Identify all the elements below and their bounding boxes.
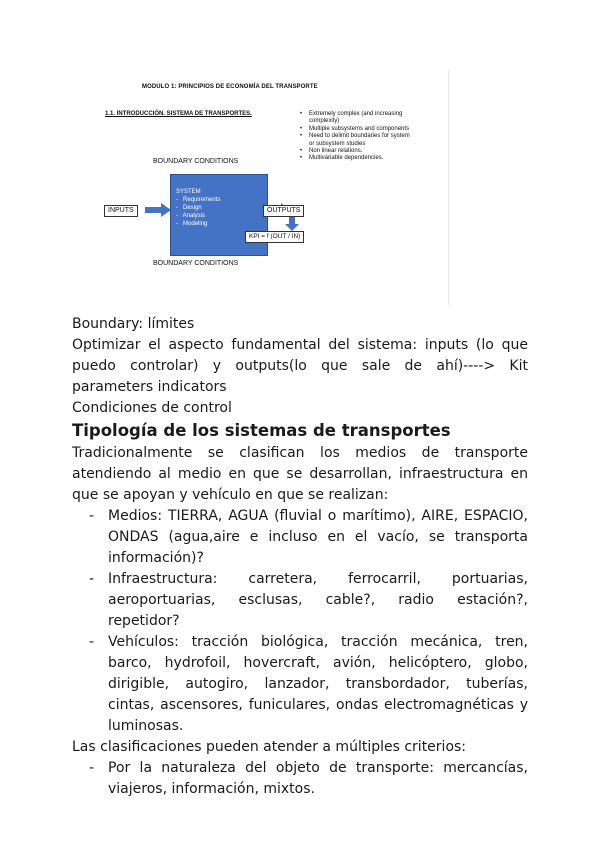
slide-figure — [95, 70, 445, 310]
body-text — [72, 314, 528, 800]
list-item: - Medios: TIERRA, AGUA (fluvial o marítimo), AIRE, ESPACIO, ONDAS (agua,aire e incluso en el vacío, se transporta información)? — [72, 506, 528, 569]
slide-note: • Need to delimit boundaries for system or subsystem studies — [300, 133, 415, 148]
arrow-right-icon — [145, 203, 171, 217]
slide-subtitle: 1.1. INTRODUCCIÓN. SISTEMA DE TRANSPORTES. — [105, 111, 252, 117]
paragraph-optimize: Optimizar el aspecto fundamental del sistema: inputs (lo que puedo controlar) y outputs(lo que sale de ahí)----> Kit parameters indicators — [72, 337, 528, 395]
list-item: - Vehículos: tracción biológica, tracción mecánica, tren, barco, hydrofoil, hovercraft, avión, helicóptero, globo, dirigible, autogiro, lanzador, transbordador, tuberías, cintas, ascensores, funiculares, ondas electromagnéticas y luminosas. — [72, 632, 528, 737]
slide-note: • Multiple subsystems and components — [300, 126, 415, 133]
paragraph-criteria: Las clasificaciones pueden atender a múltiples criterios: — [72, 739, 467, 755]
criteria-list — [72, 758, 528, 800]
system-label: SYSTEM — [176, 189, 201, 195]
system-item: - Design — [176, 204, 267, 212]
system-list — [176, 196, 267, 228]
list-item: - Infraestructura: carretera, ferrocarril, portuarias, aeroportuarias, esclusas, cable?, radio estación?, repetidor? — [72, 569, 528, 632]
section-heading: Tipología de los sistemas de transportes — [72, 421, 451, 440]
boundary-conditions-bottom: BOUNDARY CONDITIONS — [153, 260, 239, 267]
arrow-down-icon — [285, 217, 299, 231]
paragraph-control: Condiciones de control — [72, 400, 232, 416]
paragraph-boundary: Boundary: límites — [72, 316, 195, 332]
inputs-box: INPUTS — [104, 205, 138, 217]
kpi-box: KPI = f (OUT / IN) — [245, 231, 304, 243]
paragraph-classification: Tradicionalmente se clasifican los medios de transporte atendiendo al medio en que se desarrollan, infraestructura en que se apoyan y vehículo en que se realizan: — [72, 445, 528, 503]
outputs-box: OUTPUTS — [263, 205, 304, 217]
list-item: - Por la naturaleza del objeto de transporte: mercancías, viajeros, información, mixtos. — [72, 758, 528, 800]
slide-title: MODULO 1: PRINCIPIOS DE ECONOMÍA DEL TRANSPORTE — [142, 84, 318, 90]
system-item: - Modeling — [176, 220, 267, 228]
system-item: - Analysis — [176, 212, 267, 220]
slide-notes-list — [300, 111, 415, 163]
transport-list — [72, 506, 528, 737]
slide-note: • Non linear relations. — [300, 148, 415, 155]
slide-note: • Extremely complex (and increasing complexity) — [300, 111, 415, 126]
slide-note: • Multivariable dependencies. — [300, 155, 415, 162]
system-box — [170, 174, 268, 256]
page-divider — [448, 70, 449, 305]
system-item: - Requirements — [176, 196, 267, 204]
boundary-conditions-top: BOUNDARY CONDITIONS — [153, 158, 239, 165]
